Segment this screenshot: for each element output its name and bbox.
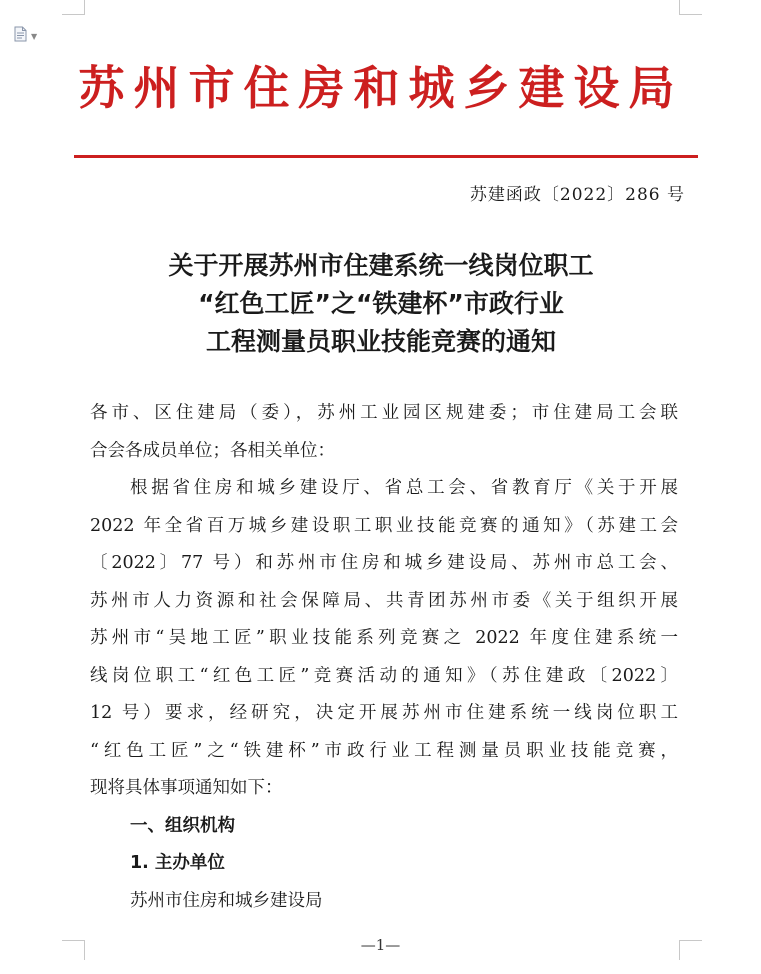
body-line: 12 号）要求，经研究，决定开展苏州市住建系统一线岗位职工: [90, 703, 678, 723]
body-line: 苏州市人力资源和社会保障局、共青团苏州市委《关于组织开展: [90, 590, 678, 611]
document-icon: [14, 26, 27, 46]
heading-line: “红色工匠”之“铁建杯”市政行业: [198, 289, 564, 318]
chevron-down-icon: ▼: [31, 31, 38, 41]
section-heading: 一、组织机构: [130, 815, 235, 836]
body-line: 各市、区住建局（委），苏州工业园区规建委；市住建局工会联: [90, 403, 678, 423]
heading-line: 关于开展苏州市住建系统一线岗位职工: [168, 251, 594, 280]
body-line: 2022 年全省百万城乡建设职工职业技能竞赛的通知》（苏建工会: [90, 515, 678, 536]
document-menu-button[interactable]: [14, 26, 37, 46]
document-body: [90, 395, 678, 920]
body-line: 根据省住房和城乡建设厅、省总工会、省教育厅《关于开展: [130, 478, 678, 498]
document-heading: [62, 247, 700, 361]
issuing-authority-title: 苏州市住房和城乡建设局: [78, 61, 684, 115]
heading-line: 工程测量员职业技能竞赛的通知: [205, 327, 556, 356]
body-line: 〔2022〕77 号）和苏州市住房和城乡建设局、苏州市总工会、: [90, 553, 678, 573]
body-line: 合会各成员单位；各相关单位：: [90, 440, 335, 461]
body-line: 线岗位职工“红色工匠”竞赛活动的通知》（苏住建政〔2022〕: [90, 665, 678, 686]
crop-mark-top-right: [680, 14, 702, 15]
red-header-divider: [74, 155, 698, 158]
crop-mark-top-left: [62, 14, 84, 15]
crop-mark-top-left: [84, 0, 85, 15]
document-number: 苏建函政〔2022〕286 号: [469, 185, 685, 205]
body-line: 苏州市住房和城乡建设局: [130, 890, 323, 911]
body-line: “红色工匠”之“铁建杯”市政行业工程测量员职业技能竞赛，: [90, 740, 678, 761]
page-number: —1—: [360, 936, 401, 954]
body-line: 苏州市“吴地工匠”职业技能系列竞赛之 2022 年度住建系统一: [90, 628, 678, 648]
crop-mark-top-right: [679, 0, 680, 15]
body-line: 现将具体事项通知如下：: [90, 778, 283, 798]
subsection-heading: 1. 主办单位: [130, 853, 225, 873]
